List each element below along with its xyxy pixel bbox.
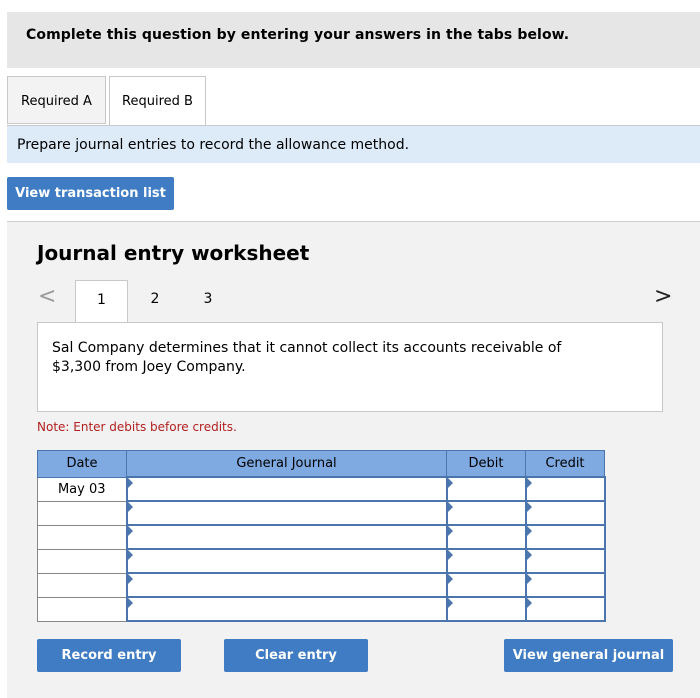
column-header-general-journal: General Journal	[127, 451, 447, 478]
entry-note: Note: Enter debits before credits.	[37, 420, 237, 434]
record-entry-button[interactable]: Record entry	[37, 639, 181, 672]
prev-chevron-icon[interactable]: <	[38, 284, 57, 309]
table-row	[38, 501, 605, 525]
tab-required-a[interactable]: Required A	[7, 76, 106, 124]
column-header-credit: Credit	[526, 451, 605, 478]
header-title: Complete this question by entering your answers in the tabs below.	[26, 27, 570, 43]
account-input[interactable]	[127, 501, 447, 525]
instruction-bar	[7, 126, 700, 163]
account-input[interactable]	[127, 597, 447, 621]
credit-input[interactable]	[526, 525, 605, 549]
view-transaction-list-button[interactable]: View transaction list	[7, 177, 174, 210]
date-cell	[38, 525, 127, 549]
clear-entry-button[interactable]: Clear entry	[224, 639, 368, 672]
debit-input[interactable]	[447, 525, 526, 549]
page-tab-2[interactable]: 2	[150, 291, 160, 307]
column-header-debit: Debit	[447, 451, 526, 478]
credit-input[interactable]	[526, 477, 605, 501]
journal-table	[37, 450, 606, 622]
view-general-journal-button[interactable]: View general journal	[504, 639, 673, 672]
next-chevron-icon[interactable]: >	[654, 284, 673, 309]
account-input[interactable]	[127, 549, 447, 573]
credit-input[interactable]	[526, 573, 605, 597]
debit-input[interactable]	[447, 573, 526, 597]
debit-input[interactable]	[447, 477, 526, 501]
credit-input[interactable]	[526, 549, 605, 573]
transaction-description-box	[37, 322, 663, 412]
table-row	[38, 477, 605, 501]
credit-input[interactable]	[526, 501, 605, 525]
page-tab-1[interactable]: 1	[75, 280, 128, 322]
account-input[interactable]	[127, 573, 447, 597]
instruction-text: Prepare journal entries to record the allowance method.	[17, 137, 410, 153]
column-header-date: Date	[38, 451, 127, 478]
date-cell: May 03	[38, 477, 127, 501]
date-cell	[38, 597, 127, 621]
table-row	[38, 525, 605, 549]
question-header	[7, 12, 700, 68]
debit-input[interactable]	[447, 549, 526, 573]
account-input[interactable]	[127, 525, 447, 549]
transaction-description: Sal Company determines that it cannot collect its accounts receivable of $3,300 from Joey Company.	[52, 340, 562, 375]
worksheet-title: Journal entry worksheet	[37, 241, 310, 265]
credit-input[interactable]	[526, 597, 605, 621]
table-row	[38, 597, 605, 621]
table-row	[38, 549, 605, 573]
debit-input[interactable]	[447, 597, 526, 621]
account-input[interactable]	[127, 477, 447, 501]
debit-input[interactable]	[447, 501, 526, 525]
date-cell	[38, 549, 127, 573]
date-cell	[38, 501, 127, 525]
page-tab-3[interactable]: 3	[203, 291, 213, 307]
table-row	[38, 573, 605, 597]
tab-required-b[interactable]: Required B	[109, 76, 206, 126]
date-cell	[38, 573, 127, 597]
